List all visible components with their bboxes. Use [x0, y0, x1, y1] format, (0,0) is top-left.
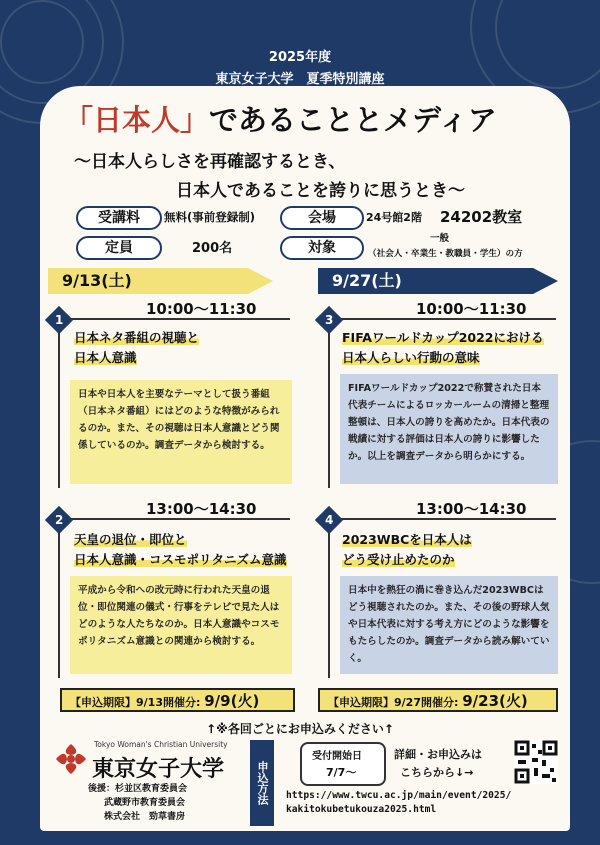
- capacity-label: 定員: [76, 236, 162, 260]
- target-label: 対象: [280, 236, 364, 260]
- timeline-line: [328, 318, 330, 488]
- sponsor-1: 後援：杉並区教育委員会: [88, 784, 188, 794]
- date-day2: 9/27(土): [332, 271, 402, 290]
- university-name-jp: 東京女子大学: [92, 757, 225, 782]
- session1-number: 1: [45, 306, 73, 334]
- session2-time: 13:00〜14:30: [146, 500, 257, 518]
- date-day1: 9/13(土): [62, 271, 132, 290]
- target-value-general: 一般: [430, 233, 450, 244]
- deadline-day1: 【申込期限】9/13開催分: 9/9(火): [60, 688, 295, 712]
- capacity-value: 200名: [192, 241, 233, 256]
- qr-code-icon[interactable]: [514, 740, 558, 784]
- session4-title: 2023WBCを日本人は どう受け止めたのか: [342, 532, 472, 567]
- venue-building: 24号館2階: [366, 211, 422, 224]
- timeline-line: [58, 518, 60, 678]
- session3-title: FIFAワールドカップ2022における 日本人らしい行動の意味: [342, 330, 544, 365]
- timeline-line: [328, 518, 330, 678]
- apply-method-label: 申込方法: [250, 740, 274, 826]
- details-arrow-text: こちらから↓→: [400, 766, 474, 779]
- session3-description: FIFAワールドカップ2022で称賛された日本代表チームによるロッカールームの清掃と整理整頓は、日本人の誇りを高めたか。日本代表の戦績に対する評価は日本人の誇りに影響したか。以上を調査データから明らかにする。: [340, 374, 558, 484]
- session3-time: 10:00〜11:30: [416, 300, 527, 318]
- program-label: 東京女子大学 夏季特別講座: [215, 72, 385, 87]
- main-title-bracket: 「日本人」: [64, 103, 210, 137]
- fee-label: 受講料: [76, 206, 162, 230]
- session4-number: 4: [315, 506, 343, 534]
- university-logo-icon: [54, 742, 88, 776]
- main-title: [64, 98, 497, 139]
- start-date: 7/7〜: [326, 766, 357, 779]
- fee-value: 無料(事前登録制): [164, 210, 256, 224]
- deadline-day2: 【申込期限】9/27開催分: 9/23(火): [318, 688, 558, 712]
- details-text: 詳細・お申込みは: [394, 748, 482, 761]
- venue-room: 24202教室: [440, 208, 523, 226]
- session4-time: 13:00〜14:30: [416, 500, 527, 518]
- session1-title: 日本ネタ番組の視聴と 日本人意識: [74, 330, 200, 365]
- sponsor-2: 武蔵野市教育委員会: [104, 798, 186, 808]
- start-date-label: 受付開始日: [312, 751, 362, 762]
- session2-title: 天皇の退位・即位と 日本人意識・コスモポリタニズム意識: [74, 532, 287, 567]
- university-name-en: Tokyo Woman's Christian University: [94, 740, 228, 749]
- target-value-detail: （社会人・卒業生・教職員・学生）の方: [368, 249, 523, 259]
- url-line2[interactable]: kakitokubetukouza2025.html: [286, 804, 437, 815]
- year-label: 2025年度: [268, 50, 332, 65]
- session2-number: 2: [45, 506, 73, 534]
- session3-number: 3: [315, 306, 343, 334]
- apply-notice: ↑※各回ごとにお申込みください↑: [206, 722, 394, 736]
- venue-label: 会場: [280, 206, 364, 230]
- sponsor-3: 株式会社 勁草書房: [104, 812, 186, 822]
- session4-description: 日本中を熱狂の渦に巻き込んだ2023WBCはどう視聴されたのか。また、その後の野球人気や日本代表に対する考え方にどのような影響をもたらしたのか。調査データから読み解いていく。: [340, 576, 558, 674]
- main-title-rest: であることとメディア: [209, 103, 497, 137]
- timeline-line: [58, 318, 60, 488]
- url-line1[interactable]: https://www.twcu.ac.jp/main/event/2025/: [286, 790, 512, 801]
- session2-description: 平成から令和への改元時に行われた天皇の退位・即位関連の儀式・行事をテレビで見た人はどのような人たちなのか。日本人意識やコスモポリタニズム意識との関連から検討する。: [70, 576, 292, 674]
- subtitle-line2: 日本人であることを誇りに思うとき〜: [176, 181, 465, 201]
- session1-description: 日本や日本人を主要なテーマとして扱う番組（日本ネタ番組）にはどのような特徴がみられるのか。また、その視聴は日本人意識とどう関係しているのか。調査データから検討する。: [70, 380, 292, 484]
- subtitle-line1: 〜日本人らしさを再確認するとき、: [74, 152, 346, 172]
- session1-time: 10:00〜11:30: [146, 300, 257, 318]
